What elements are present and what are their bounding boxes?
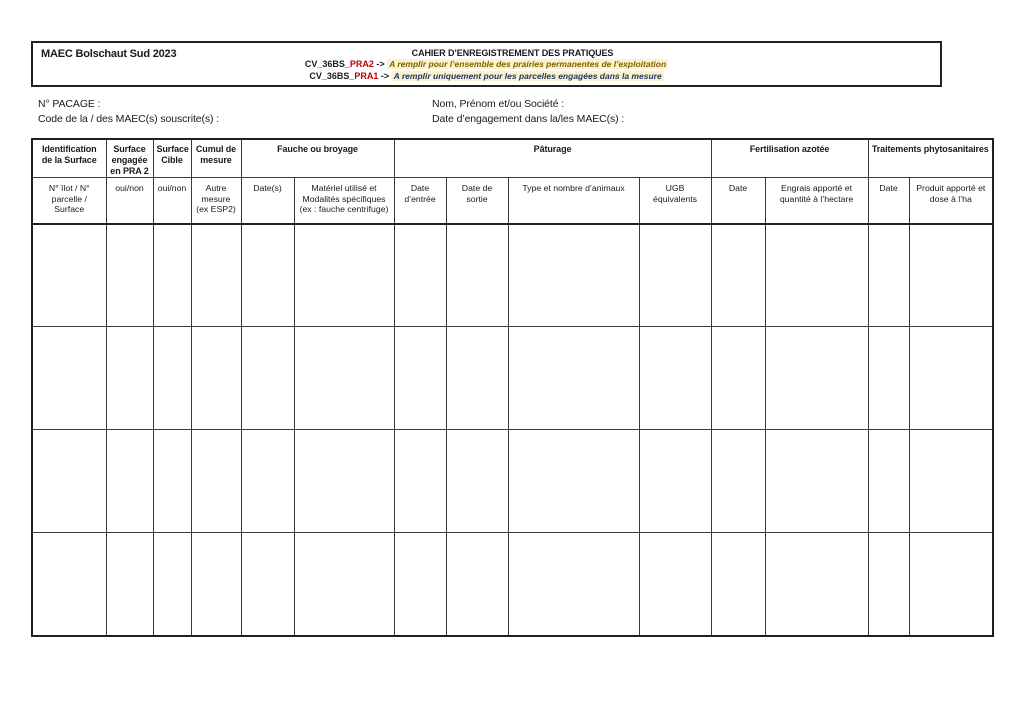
- empty-cell: [394, 533, 446, 636]
- subcol-produit: Produit apporté et dose à l’ha: [909, 178, 993, 224]
- empty-cell: [639, 327, 711, 430]
- empty-cell: [446, 533, 508, 636]
- measure-code-prefix: CV_36BS_: [309, 70, 355, 81]
- col-group-traitements: Traitements phytosanitaires: [868, 139, 993, 178]
- sub-header-row: [32, 178, 993, 224]
- empty-cell: [191, 224, 241, 327]
- directive-pra1: [33, 71, 940, 83]
- col-group-identification: Identification de la Surface: [32, 139, 106, 178]
- subcol-type-animaux: Type et nombre d’animaux: [508, 178, 639, 224]
- subcol-date-fertilisation: Date: [711, 178, 765, 224]
- empty-cell: [446, 430, 508, 533]
- empty-cell: [32, 533, 106, 636]
- empty-cell: [106, 327, 153, 430]
- measure-code-suffix: PRA1: [354, 70, 379, 81]
- empty-cell: [241, 533, 294, 636]
- subcol-ugb: UGB équivalents: [639, 178, 711, 224]
- empty-cell: [294, 533, 394, 636]
- empty-cell: [508, 224, 639, 327]
- empty-cell: [508, 430, 639, 533]
- empty-cell: [153, 533, 191, 636]
- empty-cell: [446, 224, 508, 327]
- empty-cell: [153, 327, 191, 430]
- empty-cell: [294, 327, 394, 430]
- empty-cell: [639, 224, 711, 327]
- practices-table-body: [32, 224, 993, 636]
- empty-cell: [153, 430, 191, 533]
- empty-cell: [294, 224, 394, 327]
- empty-cell: [868, 224, 909, 327]
- empty-cell: [106, 430, 153, 533]
- empty-cell: [32, 224, 106, 327]
- engagement-label: Date d’engagement dans la/les MAEC(s) :: [432, 112, 625, 125]
- empty-cell: [868, 533, 909, 636]
- empty-cell: [191, 430, 241, 533]
- empty-cell: [32, 327, 106, 430]
- program-title: MAEC Bolschaut Sud 2023: [41, 48, 177, 60]
- maec-code-label: Code de la / des MAEC(s) souscrite(s) :: [38, 112, 220, 125]
- empty-cell: [241, 224, 294, 327]
- empty-cell: [32, 430, 106, 533]
- empty-cell: [294, 430, 394, 533]
- document-title: CAHIER D’ENREGISTREMENT DES PRATIQUES: [411, 48, 614, 58]
- col-group-fertilisation: Fertilisation azotée: [711, 139, 868, 178]
- empty-cell: [639, 533, 711, 636]
- header-center: [33, 47, 940, 82]
- col-group-cumul-mesure: Cumul de mesure: [191, 139, 241, 178]
- empty-cell: [153, 224, 191, 327]
- col-group-paturage: Pâturage: [394, 139, 711, 178]
- empty-cell: [765, 533, 868, 636]
- empty-cell: [711, 533, 765, 636]
- header-box: [31, 41, 942, 87]
- measure-code-prefix: CV_36BS_: [304, 59, 350, 69]
- info-left-block: [38, 97, 219, 126]
- subcol-ilot-parcelle: N° îlot / N° parcelle / Surface: [32, 178, 106, 224]
- subcol-date-sortie: Date de sortie: [446, 178, 508, 224]
- subcol-date-traitement: Date: [868, 178, 909, 224]
- subcol-dates-fauche: Date(s): [241, 178, 294, 224]
- empty-cell: [241, 327, 294, 430]
- empty-cell: [508, 327, 639, 430]
- empty-cell: [241, 430, 294, 533]
- measure-code-suffix: PRA2: [349, 59, 374, 69]
- table-row: [32, 430, 993, 533]
- empty-cell: [394, 430, 446, 533]
- empty-cell: [909, 224, 993, 327]
- pacage-label: N° PACAGE :: [38, 98, 101, 110]
- col-group-surface-engagee: Surface engagée en PRA 2: [106, 139, 153, 178]
- empty-cell: [909, 533, 993, 636]
- empty-cell: [868, 430, 909, 533]
- table-row: [32, 533, 993, 636]
- empty-cell: [909, 327, 993, 430]
- empty-cell: [394, 327, 446, 430]
- empty-cell: [711, 224, 765, 327]
- subcol-oui-non-pra2: oui/non: [106, 178, 153, 224]
- subcol-autre-mesure: Autre mesure (ex ESP2): [191, 178, 241, 224]
- empty-cell: [711, 327, 765, 430]
- empty-cell: [106, 224, 153, 327]
- directive-note: A remplir pour l’ensemble des prairies permanentes de l’exploitation: [389, 59, 667, 69]
- empty-cell: [765, 224, 868, 327]
- subcol-engrais: Engrais apporté et quantité à l’hectare: [765, 178, 868, 224]
- empty-cell: [909, 430, 993, 533]
- empty-cell: [191, 327, 241, 430]
- practices-table: [31, 138, 994, 637]
- arrow-glyph: ->: [380, 70, 390, 81]
- empty-cell: [191, 533, 241, 636]
- arrow-glyph: ->: [376, 59, 385, 69]
- subcol-oui-non-cible: oui/non: [153, 178, 191, 224]
- subcol-materiel: Matériel utilisé et Modalités spécifiques (ex : fauche centrifuge): [294, 178, 394, 224]
- empty-cell: [868, 327, 909, 430]
- group-header-row: [32, 139, 993, 178]
- empty-cell: [711, 430, 765, 533]
- empty-cell: [765, 327, 868, 430]
- table-row: [32, 327, 993, 430]
- subcol-date-entree: Date d’entrée: [394, 178, 446, 224]
- empty-cell: [508, 533, 639, 636]
- table-row: [32, 224, 993, 327]
- empty-cell: [446, 327, 508, 430]
- empty-cell: [394, 224, 446, 327]
- empty-cell: [639, 430, 711, 533]
- col-group-fauche-broyage: Fauche ou broyage: [241, 139, 394, 178]
- directive-note: A remplir uniquement pour les parcelles engagées dans la mesure: [393, 70, 662, 81]
- name-label: Nom, Prénom et/ou Société :: [432, 98, 565, 110]
- empty-cell: [106, 533, 153, 636]
- directive-pra2: [33, 59, 940, 71]
- info-right-block: [432, 97, 624, 126]
- empty-cell: [765, 430, 868, 533]
- col-group-surface-cible: Surface Cible: [153, 139, 191, 178]
